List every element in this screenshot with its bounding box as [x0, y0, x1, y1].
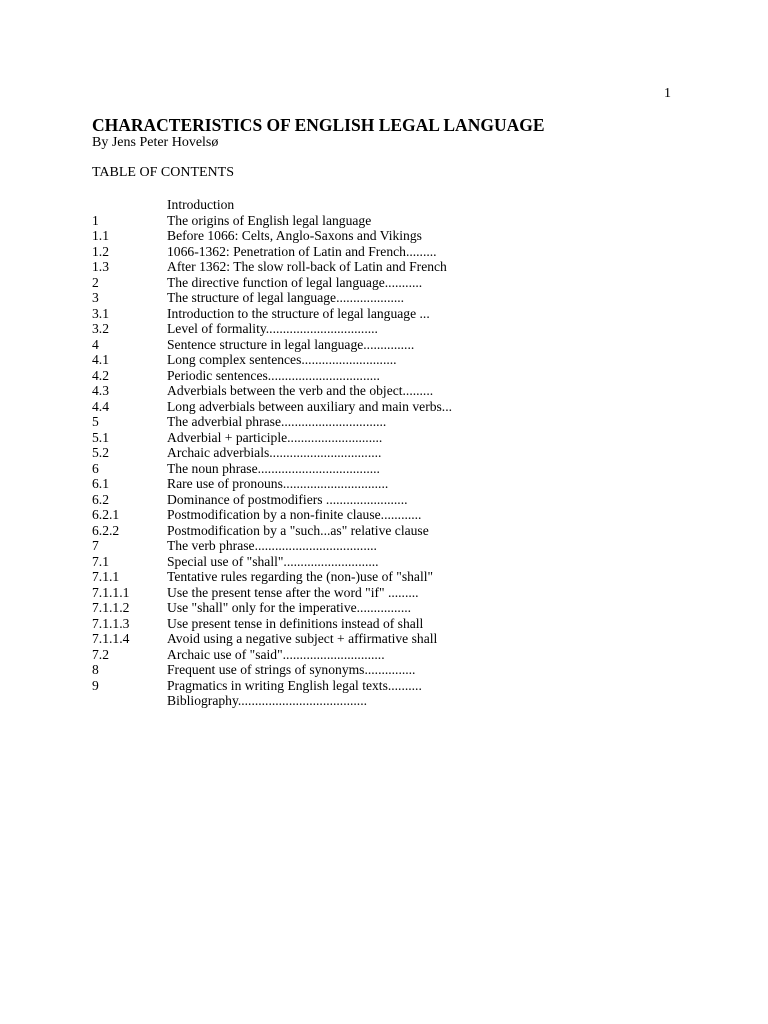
toc-entry [92, 647, 452, 663]
toc-entry-number: 7.1.1 [92, 569, 120, 584]
toc-entry [92, 538, 452, 554]
toc-entry-title: Level of formality................................. [167, 321, 378, 336]
toc-entry-title: The origins of English legal language [167, 212, 372, 228]
toc-entry-title: The adverbial phrase............................... [167, 414, 387, 429]
toc-entry [92, 290, 452, 306]
toc-entry-number: 1.2 [92, 243, 109, 259]
toc-entry-title: Postmodification by a "such...as" relative clause [167, 522, 429, 538]
author-byline: By Jens Peter Hovelsø [92, 135, 219, 150]
toc-entry-title: Long complex sentences............................ [167, 352, 397, 367]
toc-entry-number: 4.1 [92, 352, 109, 367]
toc-entry-number: 7.2 [92, 646, 109, 662]
toc-entry [92, 554, 452, 570]
toc-entry-number: 5 [92, 414, 99, 429]
toc-entry-title: Adverbial + participle............................ [167, 429, 383, 445]
toc-entry [92, 244, 452, 260]
toc-entry-title: Introduction [167, 197, 235, 212]
toc-heading: TABLE OF CONTENTS [92, 165, 234, 180]
toc-entry-number: 7.1 [92, 553, 109, 569]
toc-entry-title: Periodic sentences................................. [167, 367, 380, 383]
toc-entry [92, 197, 452, 213]
toc-entry-title: 1066-1362: Penetration of Latin and French......... [167, 243, 437, 259]
toc-entry-number: 1.1 [92, 228, 109, 243]
toc-entry-number: 7.1.1.1 [92, 584, 130, 600]
toc-entry-number: 3 [92, 290, 99, 305]
toc-entry-title: Archaic use of "said".............................. [167, 646, 385, 662]
toc-entry-number: 6.2.2 [92, 522, 120, 538]
toc-entry-title: Special use of "shall"............................ [167, 553, 379, 569]
toc-entry-title: Frequent use of strings of synonyms............... [167, 662, 416, 677]
toc-entry-number: 1 [92, 212, 99, 228]
toc-entry-title: Postmodification by a non-finite clause............ [167, 507, 422, 522]
toc-entry [92, 476, 452, 492]
toc-entry-number: 5.1 [92, 429, 109, 445]
toc-entry [92, 383, 452, 399]
toc-entry-number: 4.3 [92, 383, 109, 398]
toc-entry [92, 275, 452, 291]
toc-entry-number: 4 [92, 336, 99, 352]
toc-entry-title: Use "shall" only for the imperative................ [167, 600, 412, 615]
toc-entry [92, 368, 452, 384]
toc-entry-number: 7.1.1.3 [92, 615, 130, 631]
document-title: CHARACTERISTICS OF ENGLISH LEGAL LANGUAGE [92, 115, 545, 135]
toc-entry-title: Use present tense in definitions instead of shall [167, 615, 424, 631]
toc-entry-title: The directive function of legal language........... [167, 274, 423, 290]
toc-entry-number: 6 [92, 460, 99, 476]
toc-entry [92, 430, 452, 446]
toc-entry-title: Bibliography...................................... [167, 693, 367, 708]
toc-entry-title: Avoid using a negative subject + affirmative shall [167, 631, 438, 646]
toc-entry [92, 523, 452, 539]
toc-entry-title: Before 1066: Celts, Anglo-Saxons and Vikings [167, 228, 422, 243]
toc-entry [92, 445, 452, 461]
toc-entry [92, 600, 452, 616]
toc-entry-number: 3.1 [92, 305, 109, 321]
toc-entry-title: Use the present tense after the word "if" ......... [167, 584, 419, 600]
toc-entry [92, 569, 452, 585]
toc-entry-title: Sentence structure in legal language............... [167, 336, 415, 352]
toc-entry-title: Tentative rules regarding the (non-)use of "shall" [167, 569, 434, 584]
toc-entry [92, 492, 452, 508]
toc-entry-number: 9 [92, 677, 99, 693]
toc-entry-title: Rare use of pronouns............................... [167, 476, 389, 491]
toc-entry-number [92, 197, 167, 213]
toc-entry [92, 352, 452, 368]
toc-entry [92, 399, 452, 415]
toc-entry-number: 2 [92, 274, 99, 290]
table-of-contents [92, 197, 452, 709]
toc-entry-number: 3.2 [92, 321, 109, 336]
toc-entry-title: After 1362: The slow roll-back of Latin and French [167, 259, 447, 274]
toc-entry-title: Dominance of postmodifiers ........................ [167, 491, 408, 507]
toc-entry-number: 7.1.1.4 [92, 631, 130, 646]
toc-entry [92, 507, 452, 523]
toc-entry-title: The verb phrase.................................... [167, 538, 377, 553]
page-number: 1 [664, 86, 671, 101]
toc-entry-title: Pragmatics in writing English legal texts.......... [167, 677, 422, 693]
toc-entry [92, 213, 452, 229]
toc-entry [92, 259, 452, 275]
toc-entry [92, 631, 452, 647]
toc-entry [92, 616, 452, 632]
toc-entry [92, 337, 452, 353]
toc-entry-number: 6.2.1 [92, 507, 120, 522]
toc-entry [92, 228, 452, 244]
toc-entry [92, 693, 452, 709]
toc-entry-title: The noun phrase.................................... [167, 460, 380, 476]
toc-entry-number: 7.1.1.2 [92, 600, 130, 615]
toc-entry-number: 4.2 [92, 367, 109, 383]
toc-entry [92, 678, 452, 694]
toc-entry-title: Long adverbials between auxiliary and main verbs... [167, 398, 452, 414]
toc-entry [92, 321, 452, 337]
toc-entry-number: 5.2 [92, 445, 109, 460]
toc-entry-number: 7 [92, 538, 99, 553]
toc-entry-title: The structure of legal language.................... [167, 290, 405, 305]
toc-entry-number: 4.4 [92, 398, 109, 414]
toc-entry [92, 662, 452, 678]
toc-entry-title: Adverbials between the verb and the object......... [167, 383, 434, 398]
toc-entry [92, 461, 452, 477]
toc-entry-number: 6.1 [92, 476, 109, 491]
toc-entry [92, 414, 452, 430]
toc-entry-number: 8 [92, 662, 99, 677]
toc-entry-title: Archaic adverbials................................. [167, 445, 382, 460]
toc-entry [92, 306, 452, 322]
toc-entry-number [92, 693, 167, 709]
toc-entry-number: 6.2 [92, 491, 109, 507]
toc-entry [92, 585, 452, 601]
toc-entry-title: Introduction to the structure of legal language ... [167, 305, 430, 321]
toc-entry-number: 1.3 [92, 259, 109, 274]
